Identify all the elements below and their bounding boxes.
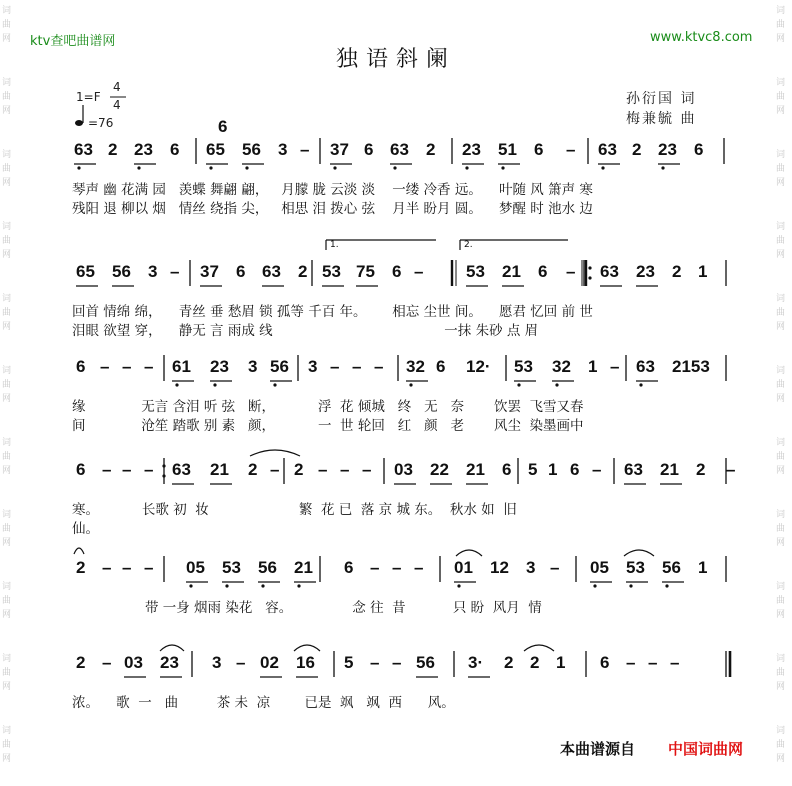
watermark-left — [0, 0, 16, 786]
watermark-right — [774, 0, 790, 786]
composer-credit: 梅兼毓 曲 — [626, 111, 697, 127]
watermark-char: 词 — [2, 78, 12, 88]
score-note: 56 — [416, 653, 435, 672]
watermark-char: 网 — [2, 322, 12, 332]
source-site-link[interactable]: 中国词曲网 — [668, 740, 744, 758]
watermark-char: 曲 — [776, 236, 786, 246]
score-note: 01 — [454, 558, 473, 577]
score-note: 63 — [390, 140, 409, 159]
watermark-char: 词 — [2, 438, 12, 448]
score-note: 6 — [694, 140, 704, 159]
time-signature-bottom: 4 — [113, 98, 121, 112]
lyricist-credit: 孙衍国 词 — [626, 91, 697, 107]
watermark-char: 词 — [2, 150, 12, 160]
score-note: – — [392, 558, 402, 577]
score-note: 6 — [392, 262, 402, 281]
score-note: – — [100, 357, 110, 376]
score-note: – — [144, 357, 154, 376]
watermark-char: 网 — [776, 754, 786, 764]
score-note: – — [414, 558, 424, 577]
score-note: 63 — [600, 262, 619, 281]
score-note: 53 — [514, 357, 533, 376]
score-note: 56 — [662, 558, 681, 577]
score-note: – — [144, 460, 154, 479]
score-note: 1 — [588, 357, 598, 376]
score-note: 2 — [530, 653, 540, 672]
score-note: – — [330, 357, 340, 376]
score-note: 21 — [660, 460, 679, 479]
score-note: – — [300, 140, 310, 159]
score-note: 65 — [206, 140, 225, 159]
score-note: 23 — [210, 357, 229, 376]
score-note: 3 — [278, 140, 288, 159]
score-note: 75 — [356, 262, 375, 281]
score-note: – — [726, 460, 736, 479]
score-note: – — [374, 357, 384, 376]
watermark-char: 网 — [776, 34, 786, 44]
score-note: – — [550, 558, 560, 577]
watermark-char: 网 — [776, 322, 786, 332]
score-note: – — [566, 140, 576, 159]
score-note: 56 — [258, 558, 277, 577]
lyric-line: 浓。 歌 一 曲 茶 未 凉 已是 飒 飒 西 风。 — [72, 695, 455, 711]
watermark-char: 曲 — [776, 524, 786, 534]
score-note: 3· — [468, 653, 484, 672]
score-note: 53 — [626, 558, 645, 577]
watermark-char: 曲 — [776, 20, 786, 30]
score-note: 1 — [698, 558, 708, 577]
lyric-line: 仙。 — [72, 521, 99, 537]
score-note: – — [102, 460, 112, 479]
score-note: 6 — [170, 140, 180, 159]
score-note: 56 — [242, 140, 261, 159]
score-note: 23 — [462, 140, 481, 159]
score-note: – — [414, 262, 424, 281]
score-note: 05 — [590, 558, 609, 577]
watermark-char: 曲 — [2, 20, 12, 30]
key-signature: 1=F — [76, 90, 101, 104]
watermark-char: 词 — [2, 582, 12, 592]
score-note: 3 — [148, 262, 158, 281]
score-note: 21 — [294, 558, 313, 577]
score-note: 1 — [548, 460, 558, 479]
watermark-char: 网 — [2, 538, 12, 548]
score-note: 63 — [636, 357, 655, 376]
score-note: 6 — [236, 262, 246, 281]
score-note: – — [610, 357, 620, 376]
score-note: – — [122, 558, 132, 577]
score-note: 53 — [466, 262, 485, 281]
volta-1-label: 1. — [330, 240, 339, 250]
site-name-left[interactable]: ktv查吧曲谱网 — [30, 34, 116, 49]
watermark-char: 曲 — [2, 236, 12, 246]
score-note: 2 — [298, 262, 308, 281]
score-note: – — [170, 262, 180, 281]
score-note: – — [122, 460, 132, 479]
lyric-line: 寒。 长歌 初 妆 繁 花 已 落 京 城 东。 秋水 如 旧 — [72, 502, 517, 518]
watermark-char: 曲 — [2, 524, 12, 534]
watermark-char: 词 — [776, 510, 786, 520]
score-note: 2 — [248, 460, 258, 479]
watermark-char: 曲 — [776, 740, 786, 750]
watermark-char: 词 — [776, 78, 786, 88]
score-note: 63 — [624, 460, 643, 479]
watermark-char: 网 — [776, 394, 786, 404]
lyric-line: 残阳 退 柳以 烟 情丝 绕指 尖， 相思 泪 拨心 弦 月半 盼月 圆。 梦醒 时 池水 边 — [72, 201, 593, 217]
watermark-char: 曲 — [2, 668, 12, 678]
score-note: 63 — [172, 460, 191, 479]
volta-2-label: 2. — [464, 240, 473, 250]
watermark-char: 曲 — [776, 596, 786, 606]
score-note: – — [648, 653, 658, 672]
score-note: 23 — [160, 653, 179, 672]
score-note: – — [122, 357, 132, 376]
watermark-char: 词 — [776, 654, 786, 664]
score-note: 53 — [222, 558, 241, 577]
watermark-char: 词 — [2, 654, 12, 664]
watermark-char: 曲 — [2, 164, 12, 174]
score-note: 37 — [200, 262, 219, 281]
source-label: 本曲谱源自 — [560, 740, 636, 758]
score-note: 53 — [322, 262, 341, 281]
score-note: 21 — [466, 460, 485, 479]
watermark-char: 曲 — [776, 668, 786, 678]
watermark-char: 曲 — [776, 380, 786, 390]
watermark-char: 词 — [2, 510, 12, 520]
score-note: 63 — [598, 140, 617, 159]
watermark-char: 词 — [776, 150, 786, 160]
lyric-line: 琴声 幽 花满 园 羡蝶 舞翩 翩， 月朦 胧 云淡 淡 一缕 冷香 远。 叶随 风 箫声 寒 — [72, 182, 593, 198]
watermark-char: 网 — [776, 250, 786, 260]
watermark-char: 曲 — [2, 308, 12, 318]
score-note: – — [670, 653, 680, 672]
score-note: 1 — [698, 262, 708, 281]
score-note: 6 — [364, 140, 374, 159]
watermark-char: 网 — [776, 178, 786, 188]
score-note: 6 — [534, 140, 544, 159]
watermark-char: 曲 — [2, 596, 12, 606]
score-note: 6 — [76, 357, 86, 376]
lyric-line: 缘 无言 含泪 听 弦 断， 浮 花 倾城 终 无 奈 饮罢 飞雪又春 — [72, 399, 584, 415]
score-note: – — [352, 357, 362, 376]
score-note: 2 — [696, 460, 706, 479]
score-note: – — [270, 460, 280, 479]
score-note: – — [370, 558, 380, 577]
score-note: 65 — [76, 262, 95, 281]
score-note: – — [362, 460, 372, 479]
score-note: 56 — [270, 357, 289, 376]
score-note: 6 — [538, 262, 548, 281]
watermark-char: 词 — [2, 6, 12, 16]
score-note: 3 — [248, 357, 258, 376]
score-note: 63 — [262, 262, 281, 281]
score-note: 2 — [108, 140, 118, 159]
score-note: 03 — [394, 460, 413, 479]
watermark-char: 词 — [776, 294, 786, 304]
score-note: 23 — [636, 262, 655, 281]
watermark-char: 词 — [2, 294, 12, 304]
score-note: 16 — [296, 653, 315, 672]
watermark-char: 网 — [2, 106, 12, 116]
score-note: – — [144, 558, 154, 577]
score-note: 51 — [498, 140, 517, 159]
lyric-line: 带 一身 烟雨 染花 容。 念 往 昔 只 盼 风月 情 — [72, 600, 542, 616]
score-note: 02 — [260, 653, 279, 672]
watermark-char: 词 — [2, 726, 12, 736]
lyric-line: 回首 情绵 绵， 青丝 垂 愁眉 锁 孤等 千百 年。 相忘 尘世 间。 愿君 忆回 前 世 — [72, 304, 593, 320]
score-note: 23 — [658, 140, 677, 159]
score-note: 6 — [570, 460, 580, 479]
score-note: 37 — [330, 140, 349, 159]
score-note: 2 — [632, 140, 642, 159]
watermark-char: 网 — [776, 682, 786, 692]
score-note: – — [566, 262, 576, 281]
song-title: 独语斜阑 — [335, 47, 456, 72]
score-note: 21 — [502, 262, 521, 281]
score-note: 63 — [74, 140, 93, 159]
site-url-right[interactable]: www.ktvc8.com — [650, 30, 753, 45]
watermark-char: 曲 — [776, 452, 786, 462]
score-note: 6 — [344, 558, 354, 577]
score-note: 3 — [212, 653, 222, 672]
score-note: 2 — [76, 558, 86, 577]
watermark-char: 曲 — [2, 380, 12, 390]
score-note: 2153 — [672, 357, 710, 376]
watermark-char: 曲 — [776, 92, 786, 102]
score-note: 6 — [76, 460, 86, 479]
watermark-char: 网 — [2, 466, 12, 476]
score-note: – — [340, 460, 350, 479]
score-note: – — [626, 653, 636, 672]
watermark-char: 曲 — [2, 740, 12, 750]
score-note: 6 — [600, 653, 610, 672]
watermark-char: 网 — [2, 394, 12, 404]
score-note: 21 — [210, 460, 229, 479]
watermark-char: 网 — [2, 178, 12, 188]
quarter-note-icon — [75, 120, 83, 126]
watermark-char: 网 — [2, 610, 12, 620]
score-note: 12 — [490, 558, 509, 577]
score-note: 5 — [344, 653, 354, 672]
score-note: – — [102, 558, 112, 577]
watermark-char: 网 — [776, 538, 786, 548]
score-note: 2 — [294, 460, 304, 479]
score-note: 1 — [556, 653, 566, 672]
lyric-line: 间 沧笙 踏歌 别 素 颜， 一 世 轮回 红 颜 老 风尘 染墨画中 — [72, 418, 584, 434]
watermark-char: 网 — [2, 754, 12, 764]
score-note: 6 — [502, 460, 512, 479]
watermark-char: 网 — [776, 466, 786, 476]
score-note: 3 — [308, 357, 318, 376]
watermark-char: 网 — [2, 34, 12, 44]
score-note: – — [370, 653, 380, 672]
score-note: 56 — [112, 262, 131, 281]
time-signature-top: 4 — [113, 80, 121, 94]
score-note: 2 — [672, 262, 682, 281]
tempo-marking: =76 — [88, 116, 114, 130]
score-note: – — [102, 653, 112, 672]
score-note: – — [392, 653, 402, 672]
score-note: 32 — [552, 357, 571, 376]
watermark-char: 词 — [2, 222, 12, 232]
lyric-line: 泪眼 欲望 穿， 静无 言 雨成 线 一抹 朱砂 点 眉 — [72, 323, 539, 339]
watermark-char: 词 — [776, 726, 786, 736]
watermark-char: 词 — [776, 438, 786, 448]
score-note: 23 — [134, 140, 153, 159]
score-note: 32 — [406, 357, 425, 376]
score-note: – — [318, 460, 328, 479]
watermark-char: 词 — [776, 6, 786, 16]
watermark-char: 词 — [776, 222, 786, 232]
score-note: 05 — [186, 558, 205, 577]
watermark-char: 词 — [776, 366, 786, 376]
watermark-char: 曲 — [776, 164, 786, 174]
watermark-char: 词 — [776, 582, 786, 592]
grace-note-digit: 6 — [218, 117, 228, 136]
score-note: 12· — [466, 357, 491, 376]
watermark-char: 词 — [2, 366, 12, 376]
watermark-char: 曲 — [2, 92, 12, 102]
score-note: 2 — [504, 653, 514, 672]
score-note: 2 — [426, 140, 436, 159]
score-note: 03 — [124, 653, 143, 672]
score-note: 22 — [430, 460, 449, 479]
watermark-char: 网 — [776, 106, 786, 116]
watermark-char: 网 — [776, 610, 786, 620]
watermark-char: 曲 — [2, 452, 12, 462]
score-note: 5 — [528, 460, 538, 479]
score-note: – — [592, 460, 602, 479]
score-note: 6 — [436, 357, 446, 376]
score-note: 2 — [76, 653, 86, 672]
score-note: – — [236, 653, 246, 672]
score-note: 61 — [172, 357, 191, 376]
watermark-char: 网 — [2, 250, 12, 260]
watermark-char: 网 — [2, 682, 12, 692]
watermark-char: 曲 — [776, 308, 786, 318]
score-note: 3 — [526, 558, 536, 577]
